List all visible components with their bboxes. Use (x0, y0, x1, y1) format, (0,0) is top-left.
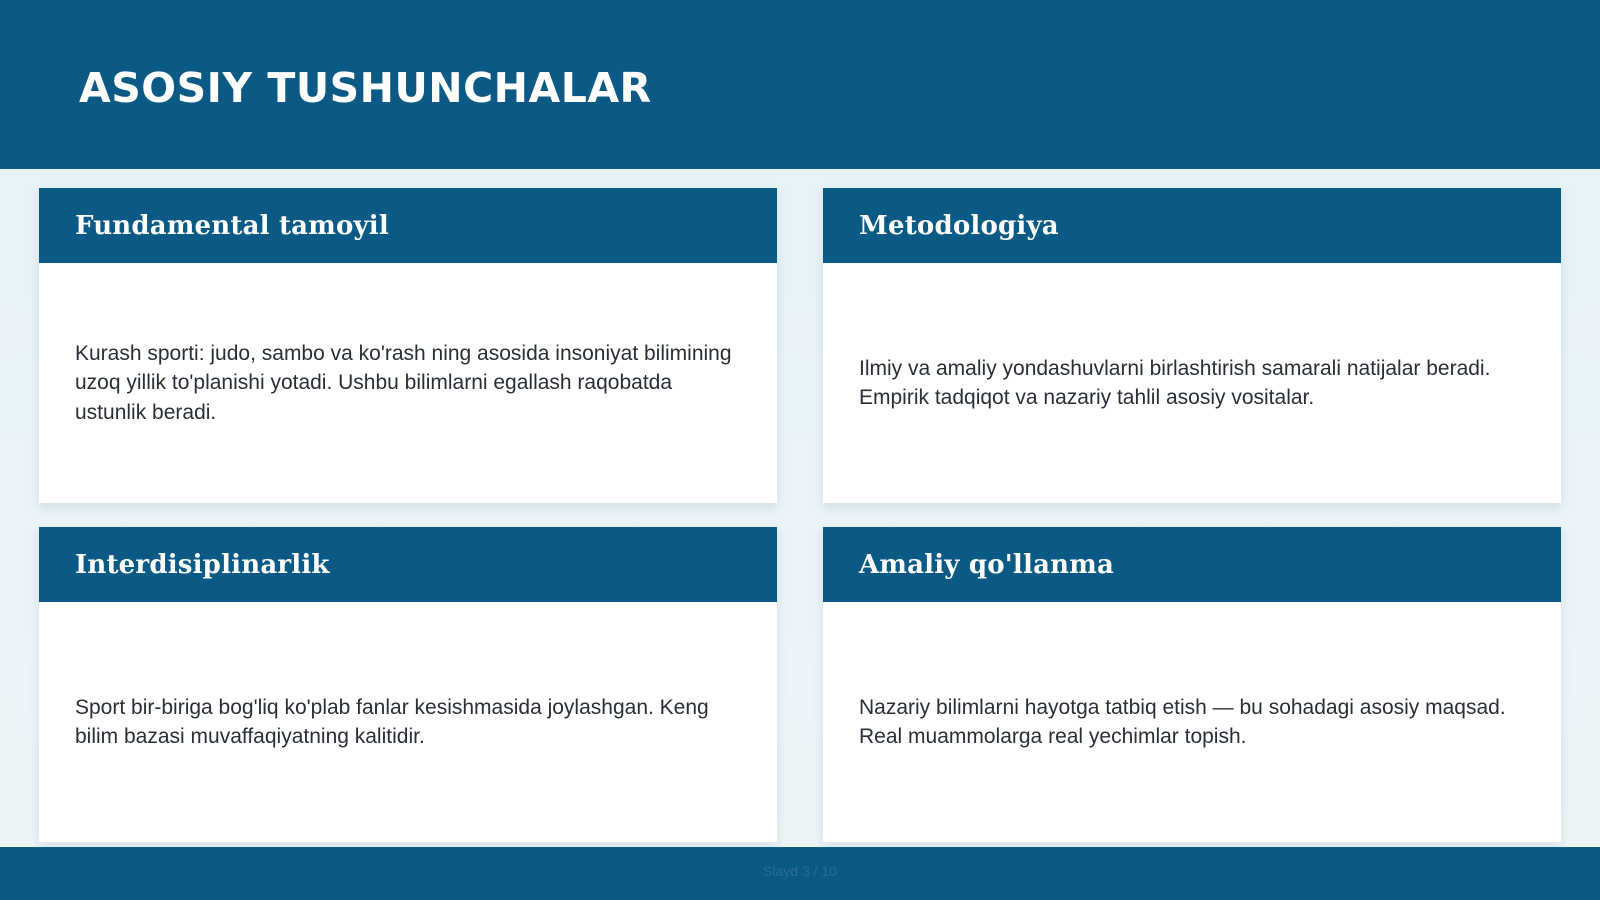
card-title: Fundamental tamoyil (75, 210, 389, 241)
page-title: ASOSIY TUSHUNCHALAR (79, 64, 652, 112)
card-body (39, 602, 777, 842)
card-header (823, 188, 1561, 263)
card-text: Nazariy bilimlarni hayotga tatbiq etish — bu sohadagi asosiy maqsad. Real muammolarga real yechimlar topish. (859, 695, 1506, 748)
card-title: Metodologiya (859, 210, 1059, 241)
card-header (39, 527, 777, 602)
card-body (823, 602, 1561, 842)
card-title: Amaliy qo'llanma (859, 549, 1114, 580)
card-header (39, 188, 777, 263)
card-text: Ilmiy va amaliy yondashuvlarni birlashtirish samarali natijalar beradi. Empirik tadqiqot va nazariy tahlil asosiy vositalar. (859, 356, 1491, 409)
card-text: Kurash sporti: judo, sambo va ko'rash ning asosida insoniyat bilimining uzoq yillik to'planishi yotadi. Ushbu bilimlarni egallash raqobatda ustunlik beradi. (75, 341, 732, 424)
card-fundamental-principle (39, 188, 777, 503)
card-methodology (823, 188, 1561, 503)
card-body (39, 263, 777, 503)
slide-header (0, 0, 1600, 169)
card-practical-guide (823, 527, 1561, 842)
card-body (823, 263, 1561, 503)
slide-number: Slayd 3 / 10 (763, 863, 837, 879)
card-interdisciplinarity (39, 527, 777, 842)
card-text: Sport bir-biriga bog'liq ko'plab fanlar kesishmasida joylashgan. Keng bilim bazasi muvaffaqiyatning kalitidir. (75, 695, 709, 748)
slide-footer (0, 847, 1600, 900)
card-title: Interdisiplinarlik (75, 549, 330, 580)
card-header (823, 527, 1561, 602)
